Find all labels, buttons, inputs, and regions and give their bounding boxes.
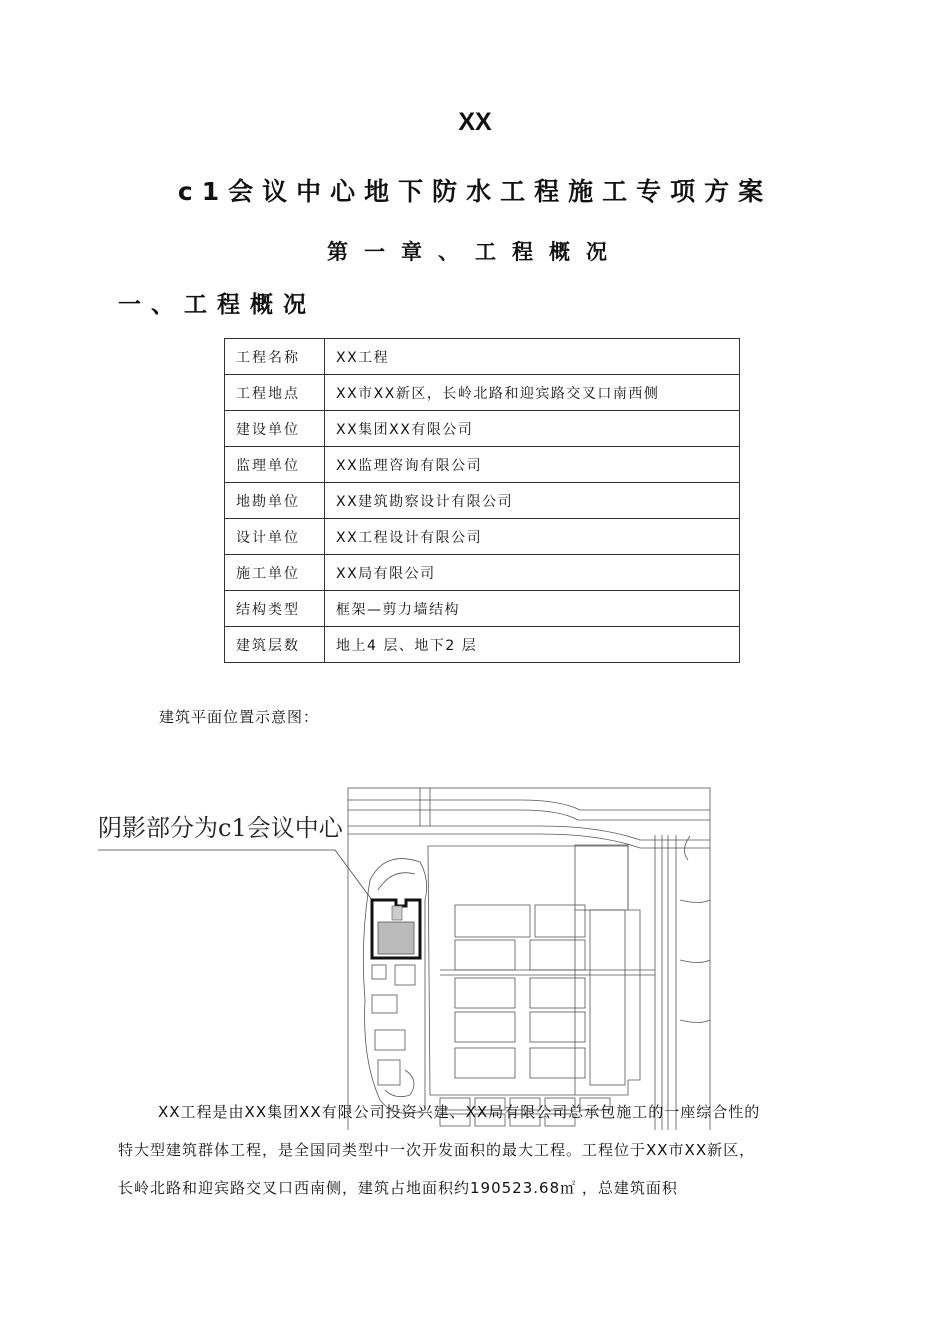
body-paragraph-line-3: 长岭北路和迎宾路交叉口西南侧，建筑占地面积约190523.68㎡ ，总建筑面积 <box>118 1179 678 1197</box>
field-value: XX工程设计有限公司 <box>325 519 740 555</box>
field-value: 地上4 层、地下2 层 <box>325 627 740 663</box>
chapter-title: 第一章、工程概况 <box>327 240 623 264</box>
c1-conference-center-highlight <box>372 900 420 958</box>
field-label: 工程名称 <box>225 339 325 375</box>
table-row <box>225 447 740 483</box>
project-overview-table <box>224 338 740 663</box>
figure-caption: 建筑平面位置示意图： <box>159 708 320 726</box>
table-row <box>225 483 740 519</box>
field-value: XX监理咨询有限公司 <box>325 447 740 483</box>
table-row <box>225 519 740 555</box>
table-row <box>225 591 740 627</box>
table-row <box>225 411 740 447</box>
section-title: 一、工程概况 <box>118 292 316 318</box>
field-value: XX建筑勘察设计有限公司 <box>325 483 740 519</box>
field-value: XX局有限公司 <box>325 555 740 591</box>
table-row <box>225 339 740 375</box>
table-row <box>225 555 740 591</box>
table-row <box>225 375 740 411</box>
field-label: 工程地点 <box>225 375 325 411</box>
doc-title-line-2: c1会议中心地下防水工程施工专项方案 <box>177 177 773 206</box>
map-annotation-label: 阴影部分为c1会议中心 <box>98 814 343 842</box>
doc-title-line-1: XX <box>458 108 492 136</box>
field-value: XX集团XX有限公司 <box>325 411 740 447</box>
body-paragraph-line-1: XX工程是由XX集团XX有限公司投资兴建、XX局有限公司总承包施工的一座综合性的 <box>158 1103 761 1121</box>
body-paragraph-line-2: 特大型建筑群体工程，是全国同类型中一次开发面积的最大工程。工程位于XX市XX新区， <box>118 1141 756 1159</box>
field-label: 监理单位 <box>225 447 325 483</box>
field-label: 建筑层数 <box>225 627 325 663</box>
table-row <box>225 627 740 663</box>
field-value: 框架—剪力墙结构 <box>325 591 740 627</box>
field-label: 设计单位 <box>225 519 325 555</box>
field-label: 施工单位 <box>225 555 325 591</box>
field-value: XX工程 <box>325 339 740 375</box>
field-label: 结构类型 <box>225 591 325 627</box>
field-value: XX市XX新区，长岭北路和迎宾路交叉口南西侧 <box>325 375 740 411</box>
field-label: 建设单位 <box>225 411 325 447</box>
field-label: 地勘单位 <box>225 483 325 519</box>
